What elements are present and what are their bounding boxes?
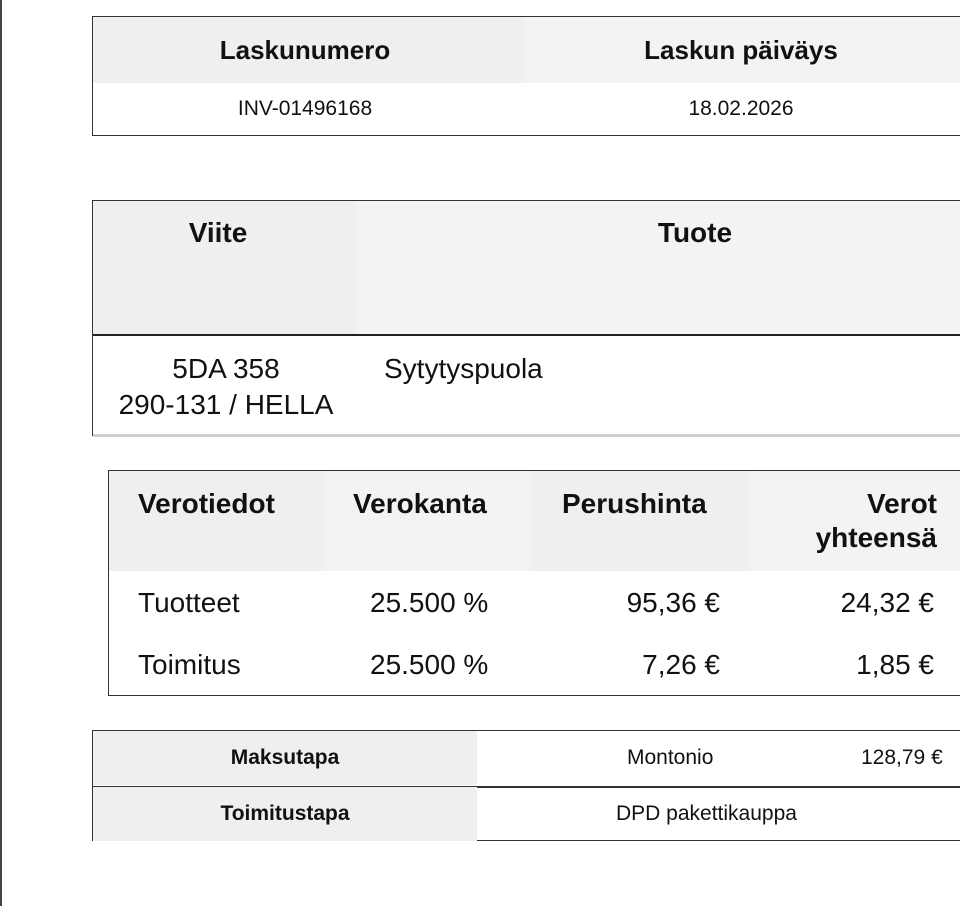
page-left-edge: [0, 0, 2, 906]
items-table: [92, 200, 960, 436]
tax-total-header-line1: Verot: [866, 488, 937, 519]
delivery-method-value: DPD pakettikauppa: [616, 802, 797, 825]
invoice-date-value: 18.02.2026: [688, 97, 794, 120]
product-header: Tuote: [657, 217, 733, 248]
tax-row-products-base: 95,36 €: [626, 587, 720, 618]
invoice-info-table: [92, 16, 960, 136]
item-product: Sytytyspuola: [384, 353, 543, 384]
tax-row-delivery-base: 7,26 €: [642, 649, 720, 680]
payment-table: [92, 730, 960, 841]
tax-row-delivery-total: 1,85 €: [856, 649, 934, 680]
invoice-number-value: INV-01496168: [237, 97, 373, 120]
invoice-number-header: Laskunumero: [219, 34, 391, 65]
tax-row-products-total: 24,32 €: [840, 587, 934, 618]
delivery-method-row: [93, 787, 960, 841]
payment-method-value: Montonio: [627, 746, 714, 769]
tax-row-products-label: Tuotteet: [138, 587, 240, 618]
item-reference: [93, 351, 359, 423]
tax-total-header-line2: yhteensä: [815, 522, 937, 553]
tax-row-products-rate: 25.500 %: [370, 587, 489, 618]
tax-row-delivery-rate: 25.500 %: [370, 649, 489, 680]
tax-table: [108, 470, 960, 696]
payment-method-row: [93, 731, 960, 785]
item-reference-line1: 5DA 358: [172, 353, 280, 384]
tax-rate-header: Verokanta: [353, 488, 487, 519]
delivery-method-label: Toimitustapa: [93, 787, 477, 841]
items-bottom-rule: [93, 434, 960, 437]
tax-row-delivery-label: Toimitus: [138, 649, 241, 680]
reference-header: Viite: [188, 217, 248, 248]
invoice-date-header: Laskun päiväys: [644, 34, 838, 65]
tax-base-header: Perushinta: [562, 488, 707, 519]
item-reference-line2: 290-131 / HELLA: [118, 389, 334, 420]
payment-amount: 128,79 €: [861, 746, 943, 769]
payment-method-label: Maksutapa: [93, 731, 477, 785]
tax-total-header: [816, 487, 937, 555]
tax-info-header: Verotiedot: [138, 488, 275, 519]
